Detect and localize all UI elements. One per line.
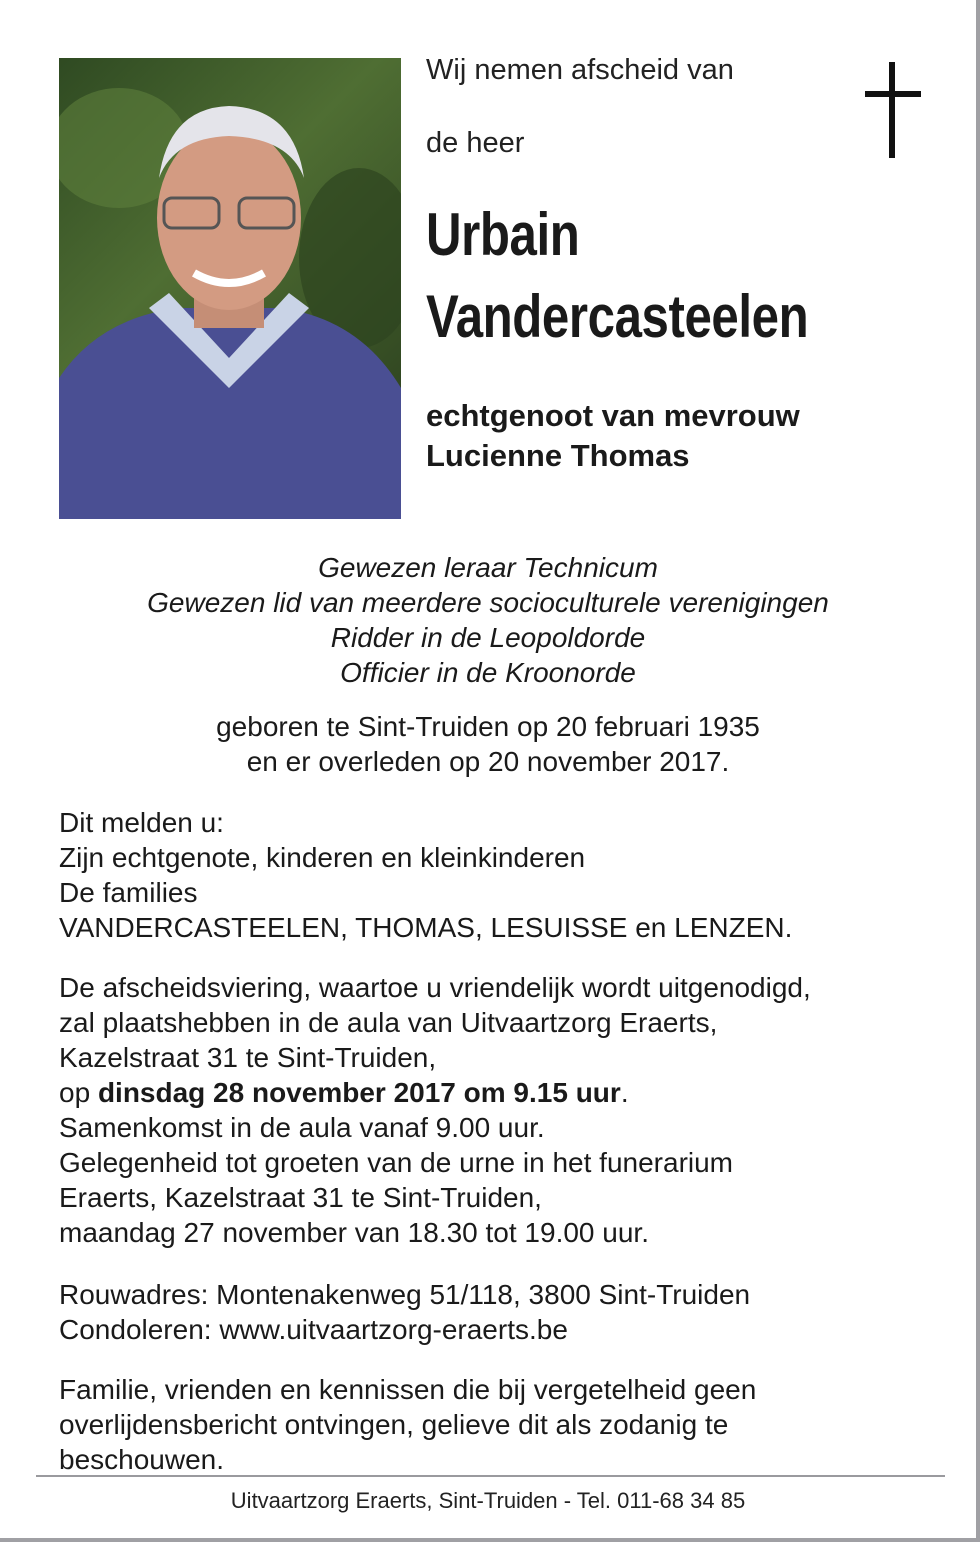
family-block (59, 805, 959, 945)
first-name: Urbain (426, 201, 580, 268)
condolence-link[interactable]: Condoleren: www.uitvaartzorg-eraerts.be (59, 1314, 568, 1345)
ceremony-line: De afscheidsviering, waartoe u vriendelijk wordt uitgenodigd, (59, 972, 811, 1003)
ceremony-line: zal plaatshebben in de aula van Uitvaartzorg Eraerts, (59, 1007, 718, 1038)
ceremony-suffix: . (620, 1077, 629, 1108)
notice-line: overlijdensbericht ontvingen, gelieve dit als zodanig te (59, 1409, 729, 1440)
ceremony-prefix: op (59, 1077, 98, 1108)
ceremony-line: Samenkomst in de aula vanaf 9.00 uur. (59, 1112, 545, 1143)
honor-line: Ridder in de Leopoldorde (330, 622, 646, 653)
ceremony-date: dinsdag 28 november 2017 om 9.15 uur (97, 1077, 621, 1108)
divider (36, 1475, 945, 1477)
family-line: Zijn echtgenote, kinderen en kleinkinderen (59, 842, 586, 873)
honor-line: Gewezen lid van meerdere socioculturele verenigingen (147, 587, 829, 618)
death-line: en er overleden op 20 november 2017. (246, 746, 730, 777)
title-text: de heer (426, 127, 525, 159)
honor-line: Officier in de Kroonorde (340, 657, 636, 688)
ceremony-line: maandag 27 november van 18.30 tot 19.00 uur. (59, 1217, 649, 1248)
dates-block (0, 709, 976, 779)
intro-text: Wij nemen afscheid van (426, 54, 734, 86)
last-name: Vandercasteelen (426, 283, 809, 350)
ceremony-line: Eraerts, Kazelstraat 31 te Sint-Truiden, (59, 1182, 542, 1213)
notice-line: Familie, vrienden en kennissen die bij vergetelheid geen (59, 1374, 757, 1405)
ceremony-block (59, 970, 959, 1250)
honors-block (0, 550, 976, 690)
ceremony-line: Kazelstraat 31 te Sint-Truiden, (59, 1042, 437, 1073)
honor-line: Gewezen leraar Technicum (318, 552, 658, 583)
ceremony-line: Gelegenheid tot groeten van de urne in het funerarium (59, 1147, 734, 1178)
ceremony-date-line (59, 1075, 959, 1110)
footer-text: Uitvaartzorg Eraerts, Sint-Truiden - Tel. 011-68 34 85 (230, 1488, 746, 1513)
cross-icon (865, 62, 921, 158)
family-line: Dit melden u: (59, 807, 224, 838)
portrait-photo (59, 58, 401, 519)
spouse-line-2: Lucienne Thomas (426, 438, 690, 473)
family-line: De families (59, 877, 198, 908)
notice-block (59, 1372, 959, 1477)
mourning-address: Rouwadres: Montenakenweg 51/118, 3800 Sint-Truiden (59, 1279, 751, 1310)
birth-line: geboren te Sint-Truiden op 20 februari 1935 (216, 711, 760, 742)
spouse-line-1: echtgenoot van mevrouw (426, 398, 800, 433)
contact-block (59, 1277, 959, 1347)
notice-line: beschouwen. (59, 1444, 225, 1475)
family-line: VANDERCASTEELEN, THOMAS, LESUISSE en LENZEN. (59, 912, 793, 943)
